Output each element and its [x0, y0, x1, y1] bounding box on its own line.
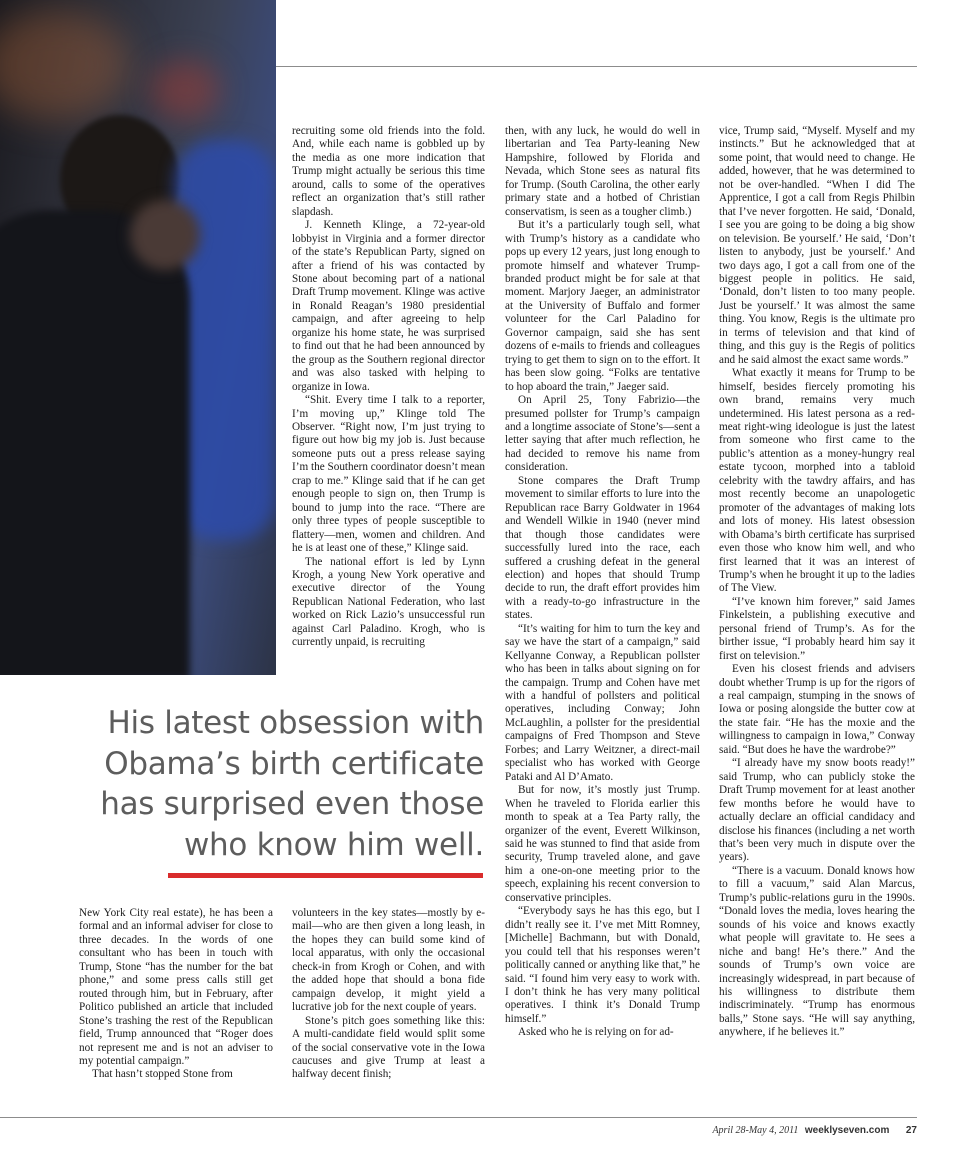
- bottom-rule: [0, 1117, 917, 1118]
- site-link[interactable]: weeklyseven.com: [804, 1125, 890, 1136]
- paragraph: “It’s waiting for him to turn the key and say we have the start of a campaign,” said Kellyanne Conway, a Republican pollster who has been in talks about signing on for the campaign. Trump and Cohen have met with a handful of pollsters and political operatives, including Conway; John McLaughlin, a pollster for the presidential campaigns of Fred Thompson and Steve Forbes; and Larry Weitzner, a direct-mail specialist who has worked with George Pataki and Al D’Amato.: [505, 622, 700, 783]
- paragraph: “Shit. Every time I talk to a reporter, I’m moving up,” Klinge told The Observer. “Right now, I’m just trying to figure out how big my job is. Just because someone puts out a press release saying I’m the Southern coordinator doesn’t mean crap to me.” Klinge said that if he can get enough people to sign on, then Trump is bound to jump into the race. “There are only three types of people susceptible to flattery—men, women and children. And he is at least one of these,” Klinge said.: [292, 394, 485, 555]
- photo-coat-shape: [0, 210, 190, 675]
- paragraph: But it’s a particularly tough sell, what with Trump’s history as a candidate who pops up every 12 years, just long enough to promote himself and whatever Trump-branded product might be for sale at that moment. Marjory Jaeger, an administrator at the University of Buffalo and former volunteer for the Carl Paladino for Governor campaign, said she has sent dozens of e-mails to friends and colleagues trying to get them to sign on to the effort. It has been slow going. “Folks are tentative to hop aboard the train,” Jaeger said.: [505, 219, 700, 393]
- paragraph: vice, Trump said, “Myself. Myself and my instincts.” But he acknowledged that at some point, that would need to change. He added, however, that he was determined to not be over-handled. “When I did The Apprentice, I got a call from Regis Philbin that I’ve never forgotten. He said, ‘Donald, I see you are going to be doing a big show on television. Be yourself.’ He said, ‘Don’t listen to anybody, just be yourself.’ And two days ago, I got a call from one of the biggest people in politics. He said, ‘Donald, don’t listen to too many people. Just be yourself.’ It was almost the same thing. You know, Regis is the ultimate pro in terms of television and that kind of thing, and this guy is the Regis of politics and he said almost the exact same words.”: [719, 125, 915, 366]
- column-3: [505, 125, 700, 1040]
- pull-quote-rule: [168, 873, 483, 878]
- column-2-bottom: [292, 907, 485, 1082]
- photo-hand-shape: [130, 200, 200, 270]
- photo-highlight-red: [150, 60, 220, 120]
- page-footer: [712, 1125, 917, 1136]
- paragraph: Asked who he is relying on for ad-: [518, 1026, 674, 1039]
- paragraph: “Everybody says he has this ego, but I didn’t really see it. I’ve met Mitt Romney, [Michelle] Bachmann, but with Donald, you could tell that his responses weren’t politically canned or anything like that,” he said. “I found him very easy to work with. I don’t think he has very many political operatives. I think it’s Donald Trump himself.”: [505, 905, 700, 1025]
- issue-date: April 28-May 4, 2011: [712, 1125, 799, 1136]
- photo-figure-blue: [175, 140, 275, 540]
- column-2-top: [292, 125, 485, 650]
- paragraph: Stone’s pitch goes something like this: A multi-candidate field would split some of the social conservative vote in the Iowa caucuses and give Trump at least a halfway decent finish;: [292, 1014, 485, 1081]
- paragraph: On April 25, Tony Fabrizio—the presumed pollster for Trump’s campaign and a longtime associate of Stone’s—sent a letter saying that after much reflection, he had decided to remove his name from consideration.: [505, 394, 700, 474]
- paragraph: then, with any luck, he would do well in libertarian and Tea Party-leaning New Hampshire, followed by Florida and Nevada, which Stone sees as natural fits for Trump. (South Carolina, the other early primary state and a hotbed of Christian conservatism, is seen as a tougher climb.): [505, 125, 700, 218]
- paragraph: That hasn’t stopped Stone from: [92, 1068, 233, 1081]
- paragraph: “I already have my snow boots ready!” said Trump, who can publicly stoke the Draft Trump movement for at least another few months before he would have to actually declare an official candidacy and disclose his finances (including a net worth that’s been very much in dispute over the years).: [719, 757, 915, 864]
- paragraph: The national effort is led by Lynn Krogh, a young New York operative and executive director of the Young Republican National Federation, who last worked on Rick Lazio’s unsuccessful run against Carl Paladino. Krogh, who is currently unpaid, is recruiting: [292, 555, 485, 649]
- paragraph: Stone compares the Draft Trump movement to similar efforts to lure into the Republican race Barry Goldwater in 1964 and Wendell Wilkie in 1940 (never mind that though those candidates were successfully lured into the race, each suffered a crushing defeat in the general election) and hopes that should Trump decide to run, the draft effort provides him with a ready-to-go infrastructure in the states.: [505, 474, 700, 622]
- page-number: 27: [905, 1125, 917, 1136]
- column-1-bottom: [79, 907, 273, 1082]
- paragraph: J. Kenneth Klinge, a 72-year-old lobbyist in Virginia and a former director of the state’s Republican Party, signed on after a friend of his was contacted by Stone about becoming part of a national Draft Trump movement. Klinge was active in Ronald Reagan’s 1980 presidential campaign, and after agreeing to help organize his home state, he was surprised to find out that he had been announced by the group as the Southern regional director and was also tasked with helping to organize in Iowa.: [292, 219, 485, 393]
- top-rule: [276, 66, 917, 67]
- article-photo: [0, 0, 276, 675]
- paragraph: What exactly it means for Trump to be himself, besides fiercely promoting his own brand, remains very much undetermined. His latest persona as a red-meat right-wing ideologue is just the latest from someone who first came to the public’s attention as a money-hungry real estate tycoon, morphed into a tabloid celebrity with the tawdry affairs, and has most recently become an unapologetic promoter of the advantages of making lots and lots of money. His latest obsession with Obama’s birth certificate has surprised even those who know him well, and who first learned that it was an interest of Trump’s when he brought it up to the ladies of The View.: [719, 367, 915, 595]
- paragraph: “I’ve known him forever,” said James Finkelstein, a publishing executive and personal friend of Trump’s. As for the birther issue, “I probably heard him say it first on television.”: [719, 595, 915, 662]
- photo-highlight-orange: [0, 10, 130, 120]
- paragraph: New York City real estate), he has been a formal and an informal adviser for close to three decades. In the words of one consultant who has been in touch with Trump, Stone “has the number for the bat phone,” and some press calls still get routed through him, but in February, after Politico published an article that included Stone’s trashing the rest of the Republican field, Trump announced that “Roger does not represent me and is not an adviser to my potential campaign.”: [79, 907, 273, 1067]
- paragraph: But for now, it’s mostly just Trump. When he traveled to Florida earlier this month to speak at a Tea Party rally, the organizer of the event, Everett Wilkinson, said he was stunned to find that aside from security, Trump traveled alone, and gave him a one-on-one meeting prior to the speech, explaining his recent conversion to conservative principles.: [505, 784, 700, 904]
- paragraph: “There is a vacuum. Donald knows how to fill a vacuum,” said Alan Marcus, Trump’s public-relations guru in the 1990s. “Donald loves the media, loves hearing the sounds of his voice and knows exactly what people will gravitate to. He sees a niche and bang! He’s there.” And the sounds of Trump’s own voice are increasingly widespread, in part because of his willingness to distribute them indiscriminately. “Trump has enormous balls,” Stone says. “He will say anything, anywhere, if he believes it.”: [719, 864, 915, 1039]
- paragraph: recruiting some old friends into the fold. And, while each name is gobbled up by the media as one more indication that Trump might actually be serious this time around, calls to some of the operatives reflect an organization that’s still rather slapdash.: [292, 125, 485, 218]
- paragraph: Even his closest friends and advisers doubt whether Trump is up for the rigors of a real campaign, stumping in the snows of Iowa or posing alongside the butter cow at the state fair. “He has the moxie and the willingness to campaign in Iowa,” Conway said. “But does he have the wardrobe?”: [719, 663, 915, 756]
- paragraph: volunteers in the key states—mostly by e-mail—who are then given a long leash, in the hopes they can build some kind of local apparatus, with only the occasional check-in from Krogh or Cohen, and with the added hope that should a bona fide campaign develop, it might yield a lucrative job for the next couple of years.: [292, 907, 485, 1014]
- pull-quote: His latest obsession with Obama’s birth certificate has surprised even those who know him well.: [100, 705, 484, 863]
- column-4: [719, 125, 915, 1040]
